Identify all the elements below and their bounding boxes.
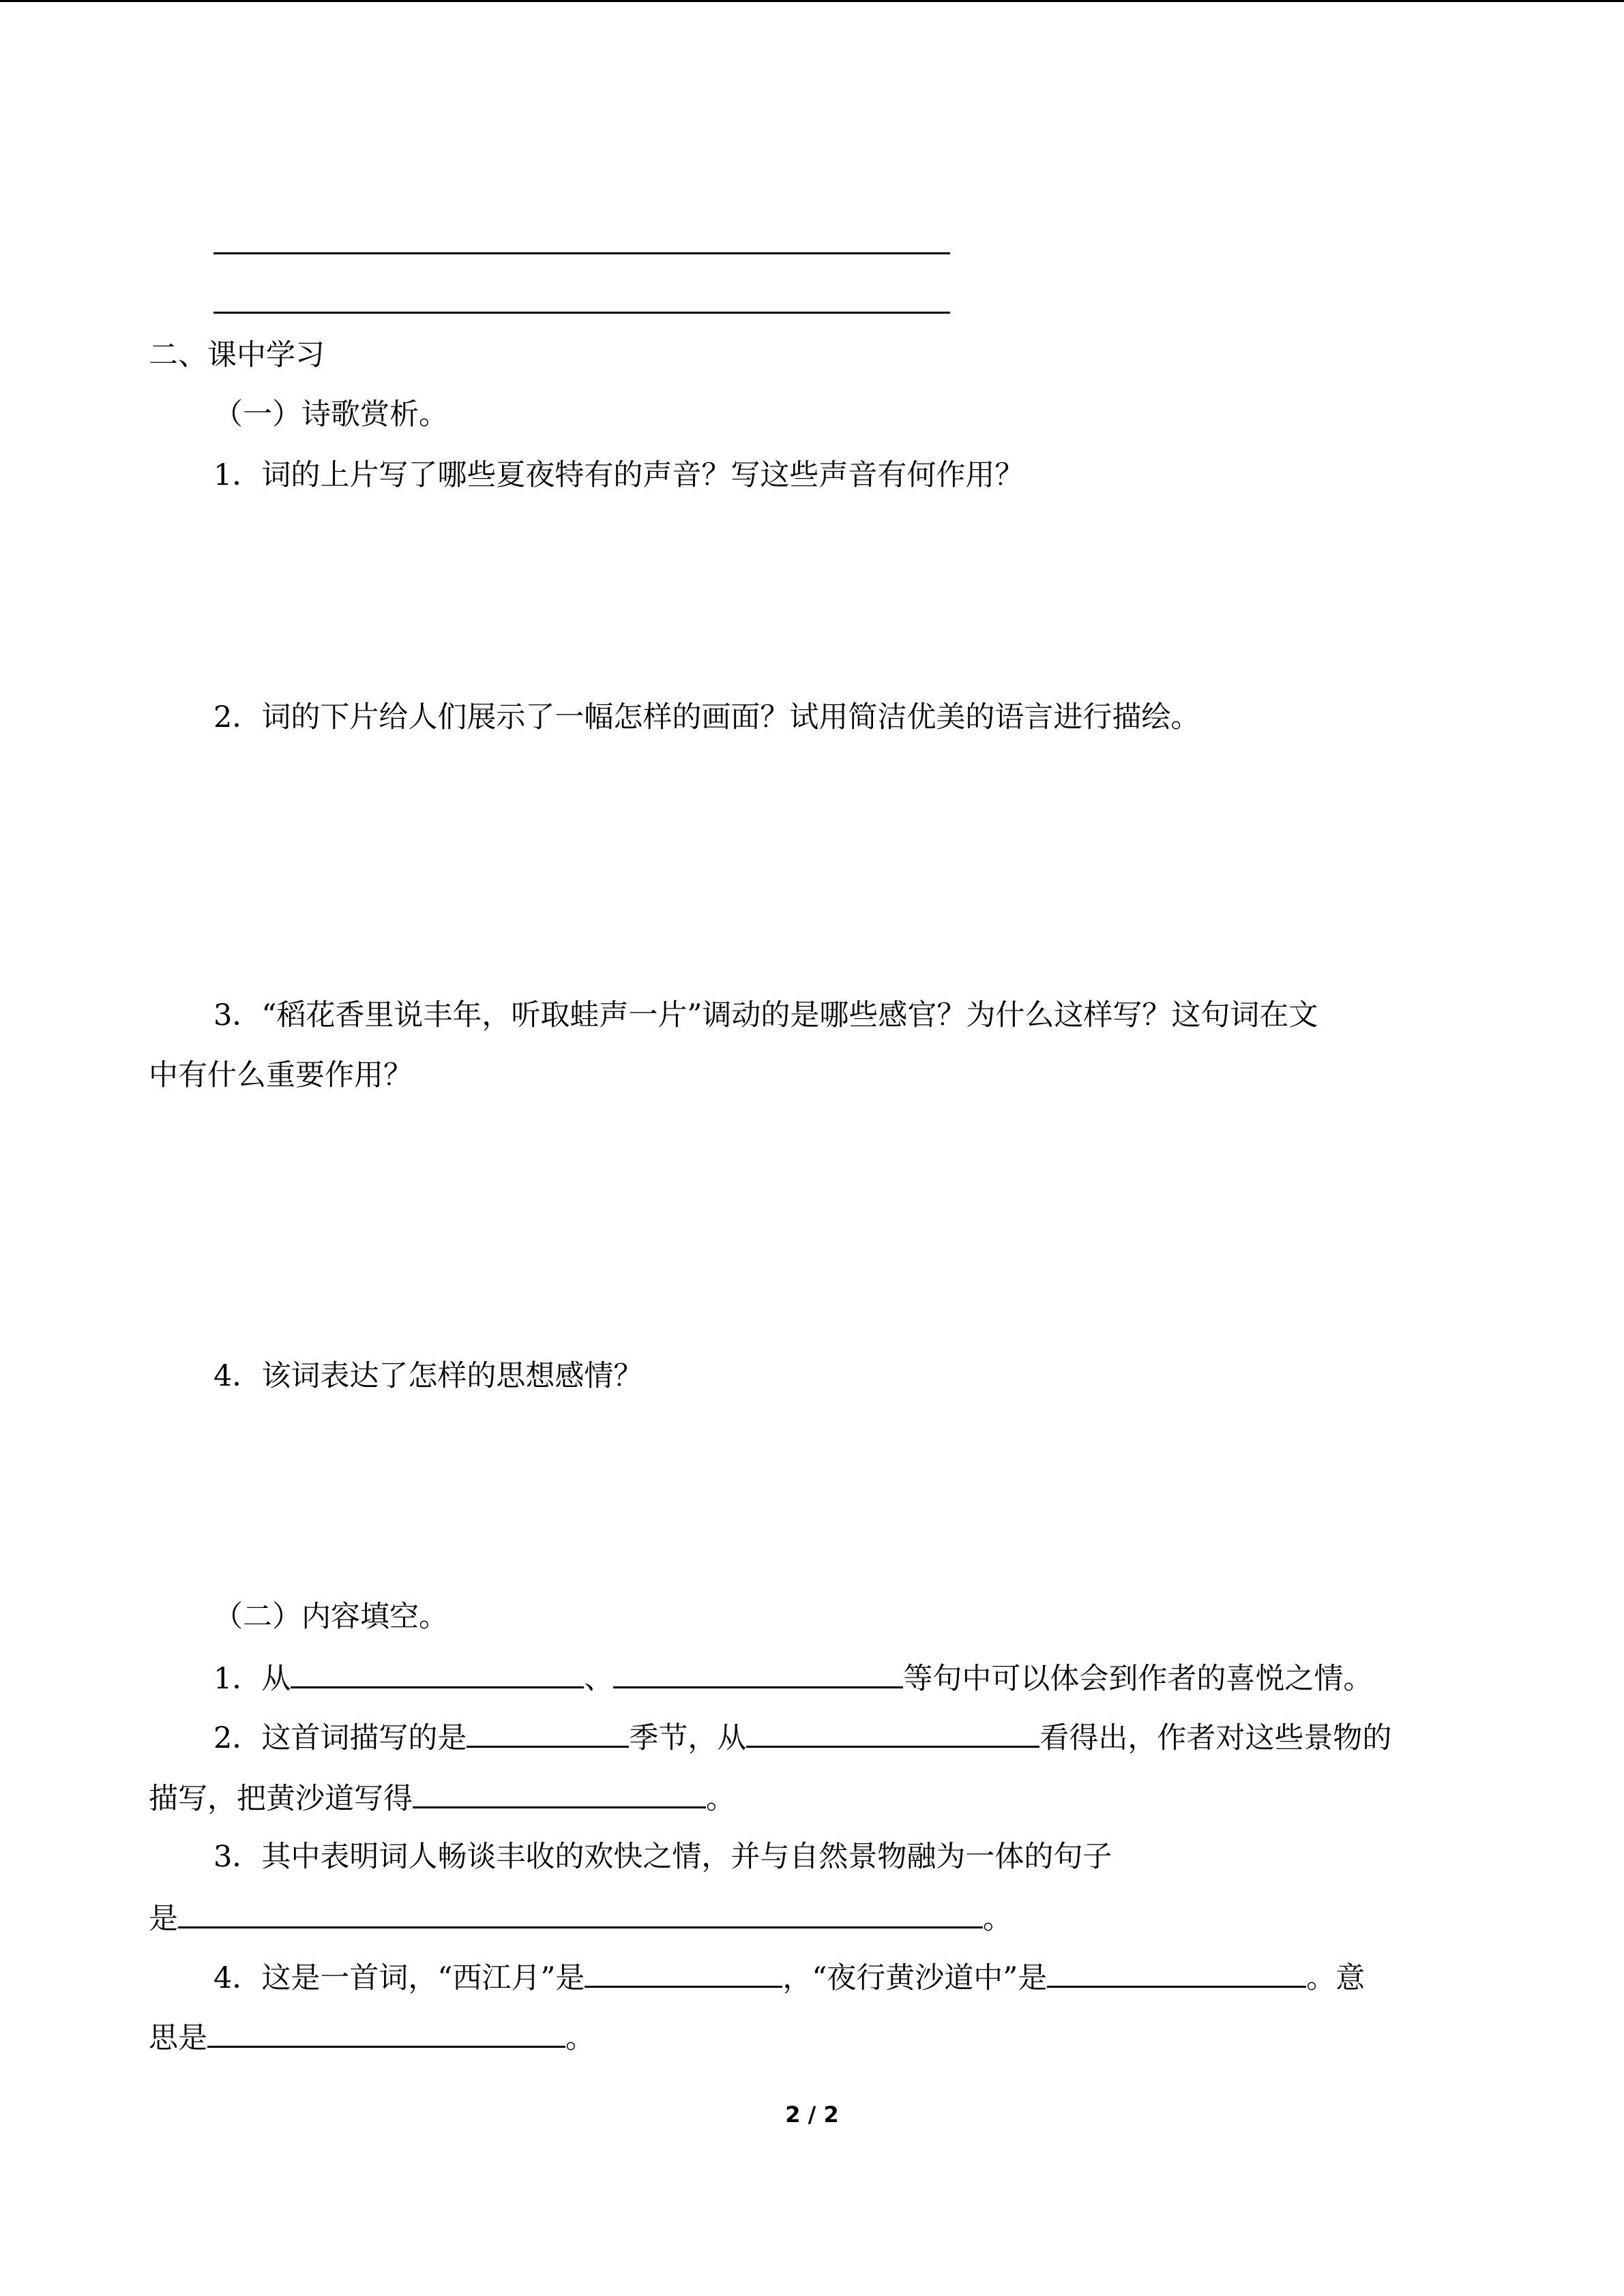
answer-line-2[interactable] bbox=[213, 312, 950, 314]
fill-1-text-b: 、 bbox=[584, 1662, 614, 1696]
part1-title: （一）诗歌赏析。 bbox=[213, 398, 448, 432]
fill-2-text-e: 。 bbox=[706, 1782, 735, 1816]
fill-3-line-1: 3．其中表明词人畅谈丰收的欢快之情，并与自然景物融为一体的句子 bbox=[213, 1840, 1112, 1874]
question-2: 2．词的下片给人们展示了一幅怎样的画面？试用简洁优美的语言进行描绘。 bbox=[213, 700, 1200, 734]
fill-2-blank-2[interactable] bbox=[746, 1717, 1039, 1748]
fill-4-text-d: 思是 bbox=[149, 2021, 207, 2055]
part2-title: （二）内容填空。 bbox=[213, 1600, 448, 1634]
answer-line-1[interactable] bbox=[213, 252, 950, 254]
fill-4-line-1 bbox=[213, 1957, 1365, 1997]
fill-1-blank-2[interactable] bbox=[613, 1658, 903, 1688]
fill-2-text-c: 看得出，作者对这些景物的 bbox=[1039, 1721, 1392, 1755]
section-title: 二、课中学习 bbox=[149, 338, 325, 372]
fill-2-blank-1[interactable] bbox=[467, 1717, 629, 1748]
question-3-line-1: 3．“稻花香里说丰年，听取蛙声一片”调动的是哪些感官？为什么这样写？这句词在文 bbox=[213, 998, 1318, 1032]
question-1: 1．词的上片写了哪些夏夜特有的声音？写这些声音有何作用？ bbox=[213, 458, 1024, 492]
fill-4-blank-3[interactable] bbox=[207, 2017, 565, 2048]
fill-4-text-c: 。意 bbox=[1306, 1961, 1365, 1995]
fill-4-blank-1[interactable] bbox=[585, 1957, 782, 1988]
fill-2-text-a: 2．这首词描写的是 bbox=[213, 1721, 467, 1755]
question-4: 4．该词表达了怎样的思想感情？ bbox=[213, 1359, 643, 1393]
fill-2-line-1 bbox=[213, 1717, 1391, 1757]
page-top-border bbox=[0, 0, 1624, 2]
fill-4-line-2 bbox=[149, 2017, 595, 2057]
fill-2-text-d: 描写，把黄沙道写得 bbox=[149, 1782, 413, 1816]
fill-1-text-a: 1．从 bbox=[213, 1662, 291, 1696]
fill-4-text-e: 。 bbox=[565, 2021, 595, 2055]
page-number: 2 / 2 bbox=[785, 2102, 839, 2128]
fill-4-text-b: ，“夜行黄沙道中”是 bbox=[782, 1961, 1048, 1995]
fill-1-text-c: 等句中可以体会到作者的喜悦之情。 bbox=[903, 1662, 1373, 1696]
fill-3-blank-1[interactable] bbox=[178, 1898, 983, 1928]
fill-1 bbox=[213, 1658, 1372, 1698]
fill-2-line-2 bbox=[149, 1778, 735, 1818]
fill-3-text-b: 是 bbox=[149, 1902, 178, 1936]
fill-4-blank-2[interactable] bbox=[1047, 1957, 1306, 1988]
fill-4-text-a: 4．这是一首词，“西江月”是 bbox=[213, 1961, 585, 1995]
fill-1-blank-1[interactable] bbox=[291, 1658, 584, 1688]
fill-3-text-c: 。 bbox=[983, 1902, 1012, 1936]
question-3-line-2: 中有什么重要作用？ bbox=[149, 1058, 413, 1092]
fill-2-text-b: 季节，从 bbox=[629, 1721, 747, 1755]
fill-3-line-2 bbox=[149, 1898, 1012, 1938]
fill-2-blank-3[interactable] bbox=[413, 1778, 706, 1808]
